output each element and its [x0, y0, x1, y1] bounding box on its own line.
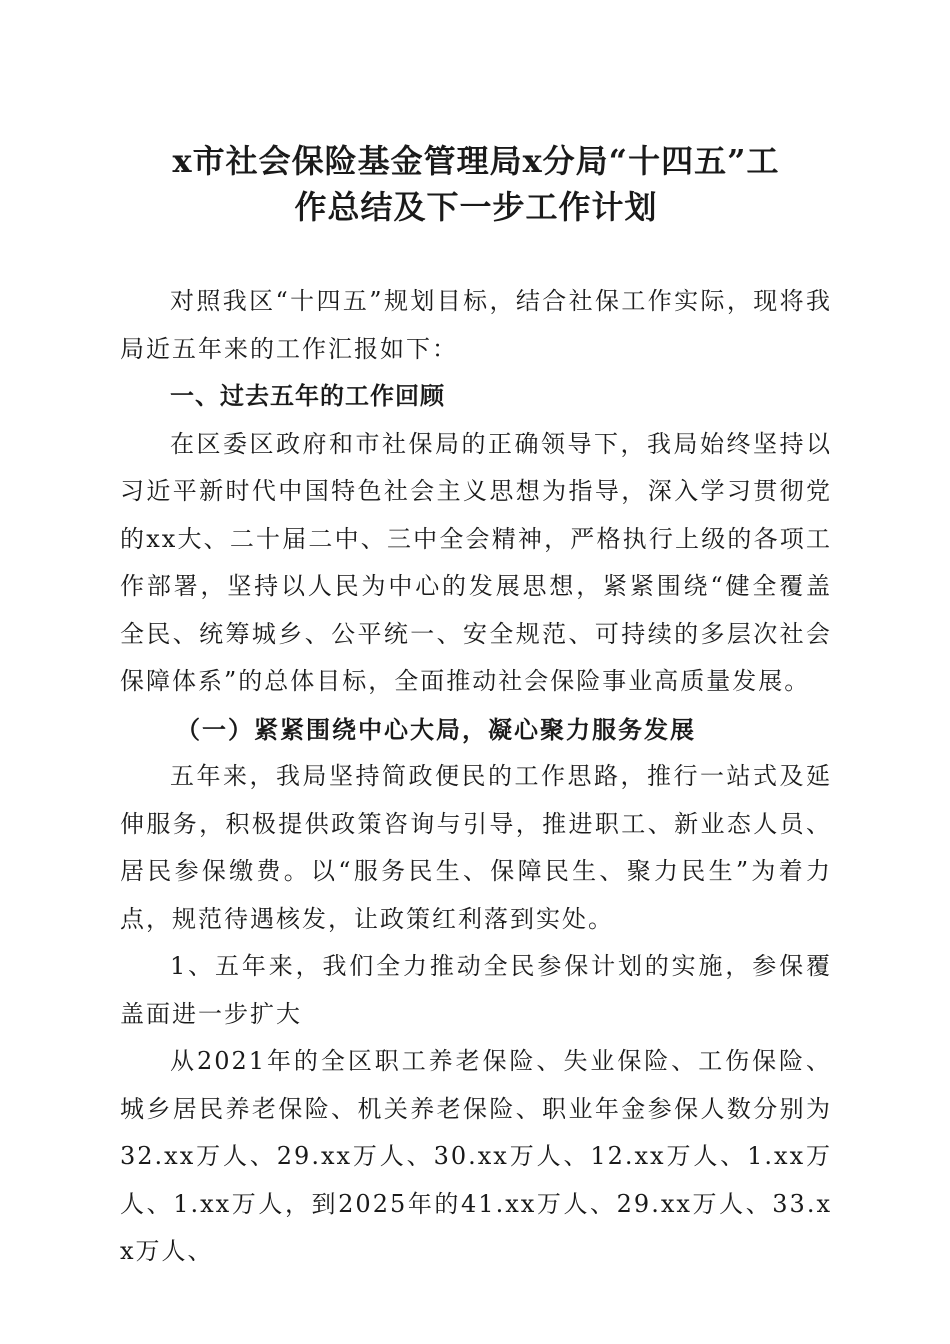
title-line-2: 作总结及下一步工作计划 [294, 188, 658, 226]
document-title [120, 138, 832, 230]
item-1-heading: 1、五年来，我们全力推动全民参保计划的实施，参保覆盖面进一步扩大 [120, 952, 832, 1028]
document-page [120, 138, 832, 1276]
service-paragraph: 五年来，我局坚持简政便民的工作思路，推行一站式及延伸服务，积极提供政策咨询与引导，推进职工、新业态人员、居民参保缴费。以“服务民生、保障民生、聚力民生”为着力点，规范待遇核发，让政策红利落到实处。 [120, 762, 832, 933]
subsection-heading-1: （一）紧紧围绕中心大局，凝心聚力服务发展 [176, 714, 696, 744]
review-paragraph: 在区委区政府和市社保局的正确领导下，我局始终坚持以习近平新时代中国特色社会主义思想为指导，深入学习贯彻党的xx大、二十届二中、三中全会精神，严格执行上级的各项工作部署，坚持以人民为中心的发展思想，紧紧围绕“健全覆盖全民、统筹城乡、公平统一、安全规范、可持续的多层次社会保障体系”的总体目标，全面推动社会保险事业高质量发展。 [120, 429, 832, 695]
title-line-1: x市社会保险基金管理局x分局“十四五”工 [172, 142, 780, 180]
intro-paragraph: 对照我区“十四五”规划目标，结合社保工作实际，现将我局近五年来的工作汇报如下： [120, 287, 832, 363]
section-heading-1: 一、过去五年的工作回顾 [170, 382, 445, 410]
data-paragraph: 从2021年的全区职工养老保险、失业保险、工伤保险、城乡居民养老保险、机关养老保险、职业年金参保人数分别为32.xx万人、29.xx万人、30.xx万人、12.xx万人、1.xx万人、1.xx万人，到2025年的41.xx万人、29.xx万人、33.xx万人、 [120, 1047, 832, 1265]
